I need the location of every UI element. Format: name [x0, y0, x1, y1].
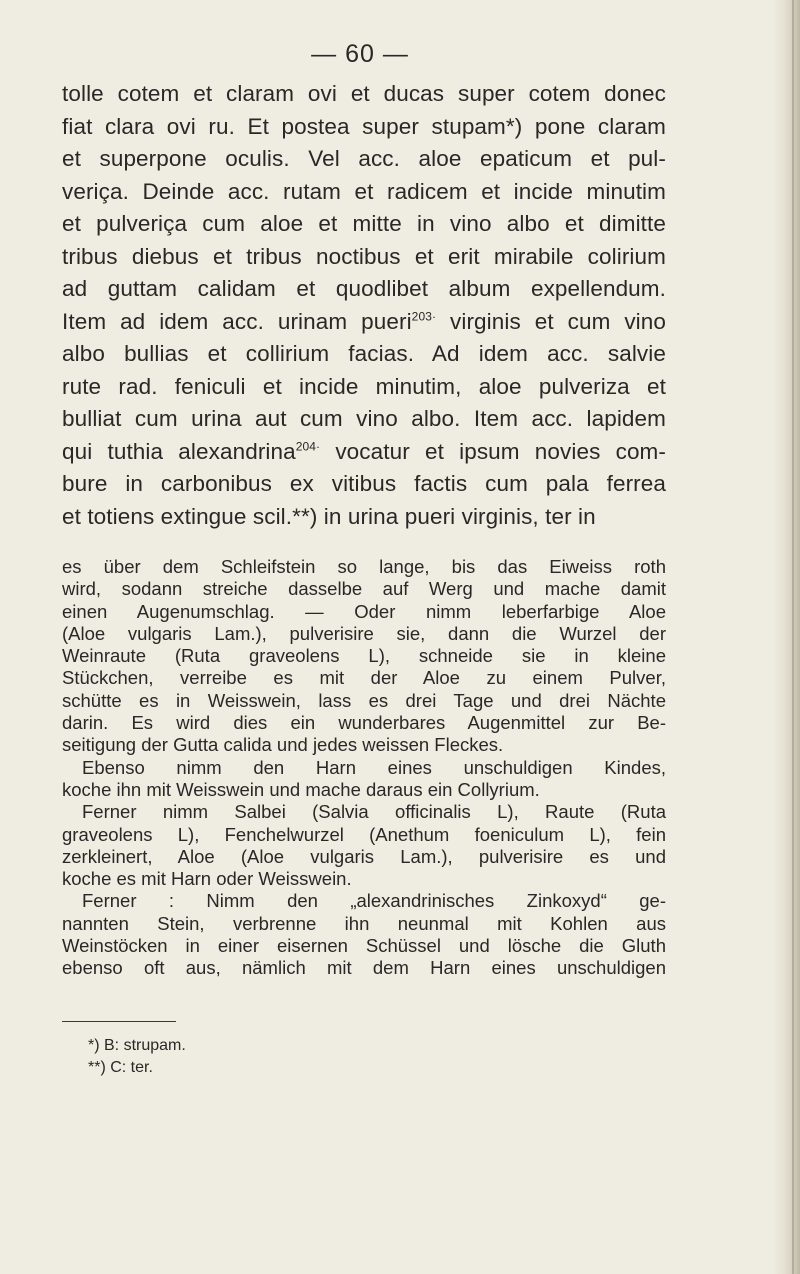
footnote: **) C: ter. [88, 1059, 153, 1076]
page-edge-shadow [772, 0, 800, 1274]
page-number: — 60 — [311, 40, 409, 68]
german-line: es über dem Schleifstein so lange, bis das Eiweiss roth [62, 556, 666, 577]
footnote: *) B: strupam. [88, 1037, 186, 1054]
latin-line-with-reference [62, 306, 666, 339]
german-line: ebenso oft aus, nämlich mit dem Harn eines unschuldigen [62, 957, 666, 979]
latin-line: tribus diebus et tribus noctibus et erit mirabile colirium [62, 243, 666, 269]
latin-text-block [62, 78, 666, 533]
german-line: darin. Es wird dies ein wunderbares Augenmittel zur Be- [62, 712, 666, 734]
latin-line-text: vocatur et ipsum novies com- [320, 438, 666, 464]
latin-line-text: qui tuthia alexandrina [62, 438, 296, 464]
latin-line: et superpone oculis. Vel acc. aloe epaticum et pul- [62, 146, 666, 171]
reference-number: 204· [295, 439, 321, 453]
german-line: seitigung der Gutta calida und jedes weissen Fleckes. [62, 734, 504, 756]
reference-number: 203· [411, 309, 437, 323]
latin-line: tolle cotem et claram ovi et ducas super cotem donec [62, 81, 666, 106]
german-line: Weinstöcken in einer eisernen Schüssel und lösche die Gluth [62, 935, 666, 957]
latin-line-text: Item ad idem acc. urinam pueri [62, 308, 412, 334]
latin-line: ad guttam calidam et quodlibet album expellendum. [62, 276, 666, 301]
footnote-divider [62, 1021, 176, 1022]
german-line: Ferner nimm Salbei (Salvia officinalis L), Raute (Ruta [82, 801, 666, 823]
german-line: zerkleinert, Aloe (Aloe vulgaris Lam.), pulverisire es und [62, 845, 666, 867]
german-line: Ferner : Nimm den „alexandrinisches Zinkoxyd“ ge- [82, 890, 666, 912]
latin-line: albo bullias et collirium facias. Ad idem acc. salvie [62, 341, 666, 366]
german-line: schütte es in Weisswein, lass es drei Tage und drei Nächte [62, 689, 666, 711]
german-line: koche es mit Harn oder Weisswein. [62, 868, 352, 890]
german-line: (Aloe vulgaris Lam.), pulverisire sie, dann die Wurzel der [62, 622, 666, 644]
latin-line: et totiens extingue scil.**) in urina pueri virginis, ter in [62, 503, 596, 529]
german-translation-block [62, 556, 666, 980]
german-line: Stückchen, verreibe es mit der Aloe zu einem Pulver, [62, 667, 666, 689]
german-line: wird, sodann streiche dasselbe auf Werg und mache damit [62, 578, 666, 600]
german-line: Weinraute (Ruta graveolens L), schneide sie in kleine [62, 645, 666, 667]
latin-line: bure in carbonibus ex vitibus factis cum pala ferrea [62, 471, 666, 496]
latin-line: rute rad. feniculi et incide minutim, aloe pulveriza et [62, 373, 666, 399]
german-line: graveolens L), Fenchelwurzel (Anethum foeniculum L), fein [62, 823, 666, 845]
latin-line: fiat clara ovi ru. Et postea super stupam*) pone claram [62, 113, 666, 139]
german-line: nannten Stein, verbrenne ihn neunmal mit Kohlen aus [62, 912, 666, 934]
latin-line: et pulveriça cum aloe et mitte in vino albo et dimitte [62, 211, 666, 236]
page-edge-line [792, 0, 794, 1274]
footnotes [88, 1035, 186, 1079]
latin-line: veriça. Deinde acc. rutam et radicem et incide minutim [62, 178, 666, 204]
german-line: einen Augenumschlag. — Oder nimm leberfarbige Aloe [62, 600, 666, 622]
latin-line: bulliat cum urina aut cum vino albo. Item acc. lapidem [62, 406, 666, 431]
german-line: koche ihn mit Weisswein und mache daraus ein Collyrium. [62, 778, 540, 800]
german-line: Ebenso nimm den Harn eines unschuldigen Kindes, [82, 756, 666, 778]
latin-line-text: virginis et cum vino [436, 308, 666, 334]
latin-line-with-reference [62, 436, 666, 469]
